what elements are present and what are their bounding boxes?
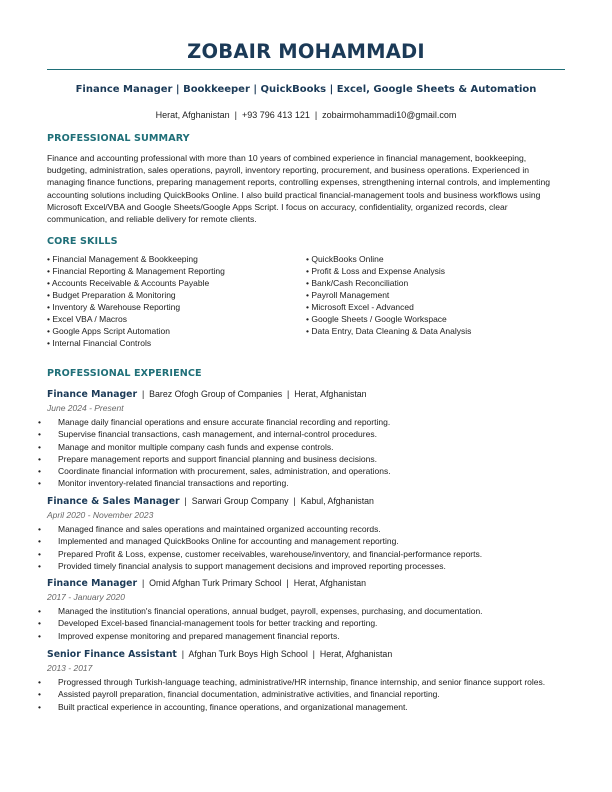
skill-item: • Profit & Loss and Expense Analysis	[306, 266, 446, 276]
job-bullet: • Prepare management reports and support financial planning and business decisions.	[38, 453, 568, 465]
job-dates: 2017 - January 2020	[47, 592, 125, 602]
skill-item: • QuickBooks Online	[306, 254, 384, 264]
section-title-summary: PROFESSIONAL SUMMARY	[47, 133, 190, 144]
job-bullet: • Implemented and managed QuickBooks Online for accounting and management reporting.	[38, 535, 568, 547]
job-details: | Afghan Turk Boys High School | Herat, Afghanistan	[176, 649, 393, 659]
job-dates: April 2020 - November 2023	[47, 510, 154, 520]
job-bullet: • Developed Excel-based financial-management tools for better tracking and reporting.	[38, 617, 568, 629]
job-bullet: • Improved expense monitoring and prepared management financial reports.	[38, 630, 568, 642]
section-title-experience: PROFESSIONAL EXPERIENCE	[47, 368, 202, 379]
job-details: | Barez Ofogh Group of Companies | Herat, Afghanistan	[137, 389, 367, 399]
job-bullets	[38, 605, 568, 642]
job-dates: 2013 - 2017	[47, 663, 93, 673]
skill-item: • Excel VBA / Macros	[47, 314, 127, 324]
skill-item: • Google Apps Script Automation	[47, 326, 170, 336]
skills-left-column	[47, 253, 225, 349]
skill-item: • Google Sheets / Google Workspace	[306, 314, 447, 324]
job-bullet: • Progressed through Turkish-language teaching, administrative/HR internship, finance internship, and senior finance support roles.	[38, 676, 568, 688]
job-bullets	[38, 676, 568, 713]
headline: Finance Manager | Bookkeeper | QuickBooks | Excel, Google Sheets & Automation	[75, 84, 537, 95]
candidate-name: ZOBAIR MOHAMMADI	[187, 40, 425, 63]
job-header	[47, 578, 366, 589]
job-title: Finance Manager	[47, 578, 138, 589]
job-title: Senior Finance Assistant	[47, 649, 177, 660]
skill-item: • Bank/Cash Reconciliation	[306, 278, 409, 288]
job-bullet: • Built practical experience in accounting, finance operations, and organizational management.	[38, 701, 568, 713]
job-bullet: • Provided timely financial analysis to support management decisions and improved reporting processes.	[38, 560, 568, 572]
skill-item: • Accounts Receivable & Accounts Payable	[47, 278, 210, 288]
job-bullet: • Assisted payroll preparation, financial documentation, administrative activities, and financial reporting.	[38, 688, 568, 700]
header-divider	[47, 69, 565, 70]
job-header	[47, 389, 367, 400]
skill-item: • Payroll Management	[306, 290, 390, 300]
skill-item: • Data Entry, Data Cleaning & Data Analysis	[306, 326, 472, 336]
job-dates: June 2024 - Present	[47, 403, 124, 413]
job-bullet: • Manage and monitor multiple company cash funds and expense controls.	[38, 441, 568, 453]
job-header	[47, 496, 374, 507]
job-bullets	[38, 523, 568, 572]
job-details: | Sarwari Group Company | Kabul, Afghanistan	[179, 496, 374, 506]
contact-line: Herat, Afghanistan | +93 796 413 121 | zobairmohammadi10@gmail.com	[155, 110, 457, 120]
skills-right-column	[306, 253, 471, 337]
skill-item: • Financial Reporting & Management Reporting	[47, 266, 225, 276]
job-title: Finance Manager	[47, 389, 138, 400]
job-bullet: • Coordinate financial information with procurement, sales, administration, and operations.	[38, 465, 568, 477]
skill-item: • Inventory & Warehouse Reporting	[47, 302, 181, 312]
skill-item: • Budget Preparation & Monitoring	[47, 290, 176, 300]
job-bullet: • Managed finance and sales operations and maintained organized accounting records.	[38, 523, 568, 535]
skill-item: • Financial Management & Bookkeeping	[47, 254, 198, 264]
job-bullet: • Monitor inventory-related financial transactions and reporting.	[38, 477, 568, 489]
job-bullet: • Prepared Profit & Loss, expense, customer receivables, warehouse/inventory, and financial-performance reports.	[38, 548, 568, 560]
summary-text: Finance and accounting professional with more than 10 years of combined experience in financial management, bookkeeping, budgeting, administration, sales operations, payroll, inventory reporting, procurement, and business operations. Experienced in managing finance functions, preparing management reports, controlling expenses, strengthening internal controls, and implementing accounting solutions including QuickBooks Online. I also build practical financial-management tools and business workflows using Microsoft Excel/VBA and Google Sheets/Google Apps Script. I focus on accuracy, confidentiality, organized records, clear communication, and reliable delivery for remote clients.	[47, 153, 551, 225]
job-bullet: • Manage daily financial operations and ensure accurate financial recording and reporting.	[38, 416, 568, 428]
job-bullet: • Supervise financial transactions, cash management, and internal-control procedures.	[38, 428, 568, 440]
skill-item: • Microsoft Excel - Advanced	[306, 302, 414, 312]
section-title-skills: CORE SKILLS	[47, 236, 118, 247]
job-title: Finance & Sales Manager	[47, 496, 180, 507]
job-header	[47, 649, 392, 660]
job-bullet: • Managed the institution's financial operations, annual budget, payroll, expenses, purchasing, and documentation.	[38, 605, 568, 617]
job-bullets	[38, 416, 568, 490]
job-details: | Omid Afghan Turk Primary School | Herat, Afghanistan	[137, 578, 367, 588]
skill-item: • Internal Financial Controls	[47, 338, 152, 348]
